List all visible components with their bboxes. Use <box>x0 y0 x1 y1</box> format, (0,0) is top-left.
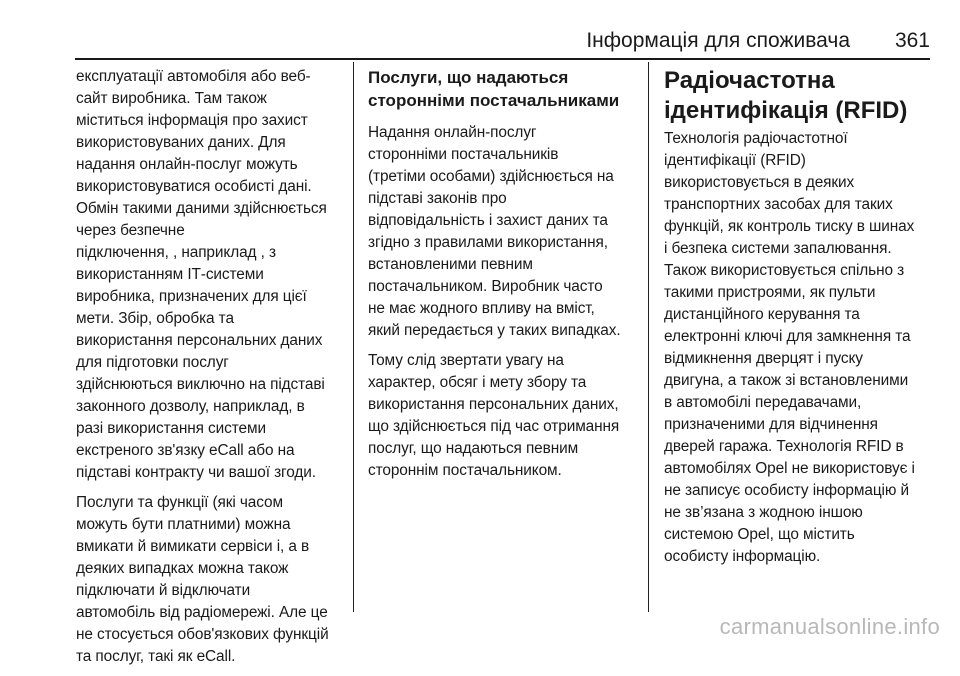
column-2 <box>368 66 634 490</box>
page-header-title: Інформація для споживача <box>586 29 850 52</box>
paragraph: Тому слід звертати увагу на характер, обсяг і мету збору та використання персональних даних, що здійснюється під час отримання послуг, що надаються певним стороннім постачальником. <box>368 352 620 479</box>
paragraph: Надання онлайн-послуг сторонніми постачальників (третіми особами) здійснюється на підставі законів про відповідальність і захист даних та згідно з правилами використання, встановленими певним постачальником. Виробник часто не має жодного впливу на вміст, який передається у таких випадках. <box>368 124 621 339</box>
section-heading-third-party-services: Послуги, що надаються сторонніми постачальниками <box>368 68 620 110</box>
paragraph: Технологія радіочастотної ідентифікації (RFID) використовується в деяких транспортних засобах для таких функцій, як контроль тиску в шинах і безпека системи запалювання. Також використовується спільно з такими пристроями, як пульти дистанційного керування та електронні ключі для замкнення та відмикнення дверцят і пуску двигуна, а також зі встановленими в автомобілі передавачами, призначеними для відчинення дверей гаража. Технологія RFID в автомобілях Opel не використовує і не записує особисту інформацію й не зв’язана з жодною іншою системою Opel, що містить особисту інформацію. <box>664 130 915 565</box>
paragraph: Послуги та функції (які часом можуть бути платними) можна вмикати й вимикати сервіси і, а в деяких випадках можна також підключати й відключати автомобіль від радіомережі. Але це не стосується обов'язкових функцій та послуг, такі як eCall. <box>76 494 329 665</box>
section-heading-rfid: Радіочастотна ідентифікація (RFID) <box>664 67 908 124</box>
column-3 <box>664 66 934 576</box>
paragraph: експлуатації автомобіля або веб- сайт виробника. Там також міститься інформація про захист використовуваних даних. Для надання онлайн-послуг можуть використовуватися особисті дані. Обмін такими даними здійснюється через безпечне підключення, , наприклад , з використанням ІТ-системи виробника, призначених для цієї мети. Збір, обробка та використання персональних даних для підготовки послуг здійснюються виключно на підставі законного дозволу, наприклад, в разі використання системи екстреного зв'язку eCall або на підставі контракту чи вашої згоди. <box>76 68 327 481</box>
column-divider <box>353 62 354 612</box>
column-1 <box>76 66 348 676</box>
page-number: 361 <box>894 29 930 52</box>
watermark: carmanualsonline.info <box>719 614 940 639</box>
header-rule <box>75 58 930 60</box>
column-divider <box>648 62 649 612</box>
